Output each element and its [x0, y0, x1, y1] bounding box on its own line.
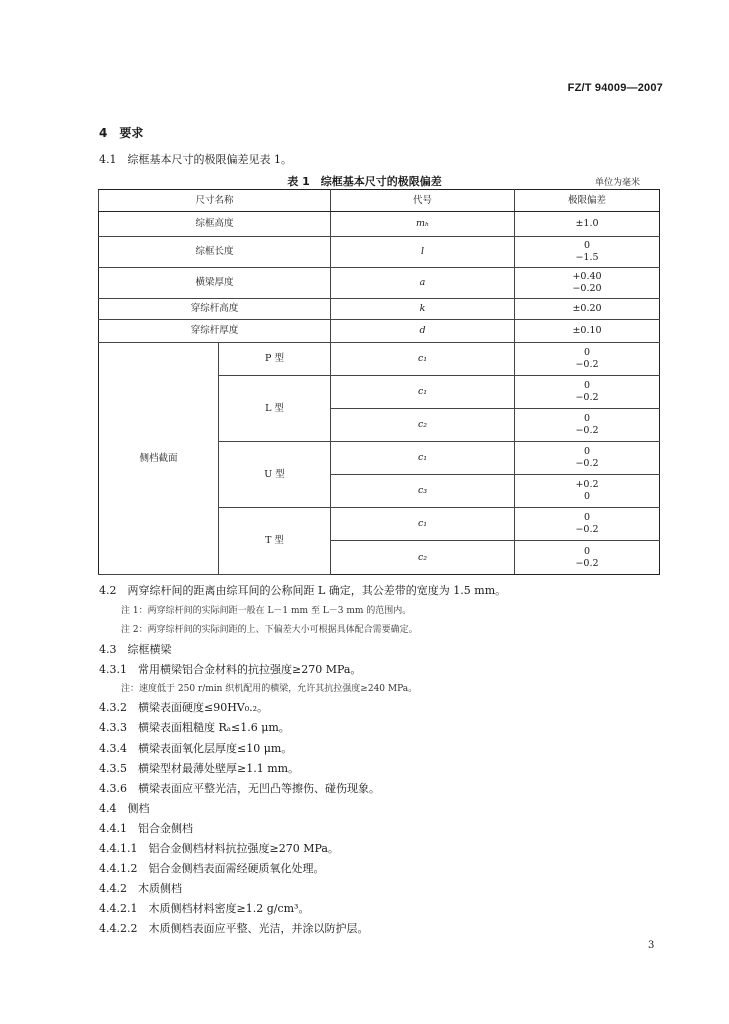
header-name: 尺寸名称: [99, 190, 331, 212]
tolerance-lower: −0.2: [575, 392, 599, 403]
tolerance-upper: 0: [583, 347, 591, 358]
note-3: 注：速度低于 250 r/min 织机配用的横梁，允许其抗拉强度≥240 MPa。: [121, 684, 418, 694]
table-row: [99, 212, 660, 237]
row-tolerance: [515, 376, 660, 409]
row-code: c₁: [331, 376, 515, 409]
clause-4-3-5: 4.3.5 横梁型材最薄处壁厚≥1.1 mm。: [99, 762, 300, 775]
row-tolerance: ±1.0: [515, 212, 660, 237]
profile-type: T 型: [219, 508, 331, 575]
row-name: 综框高度: [99, 212, 331, 237]
table-row: [99, 299, 660, 320]
row-tolerance: [515, 343, 660, 376]
tolerance-upper: +0.40: [572, 271, 602, 282]
tolerance-upper: 0: [583, 446, 591, 457]
clause-4-3-6: 4.3.6 横梁表面应平整光洁，无凹凸等擦伤、碰伤现象。: [99, 782, 380, 795]
clause-4-3-2: 4.3.2 横梁表面硬度≤90HV₀.₂。: [99, 701, 269, 714]
tolerance-upper: 0: [583, 545, 591, 557]
standard-number: FZ/T 94009—2007: [567, 82, 663, 94]
table-header-row: [99, 190, 660, 212]
tolerance-upper: 0: [583, 380, 591, 391]
table-row: [99, 343, 660, 376]
profile-type: U 型: [219, 442, 331, 508]
tolerance-lower: −1.5: [575, 252, 599, 263]
row-name: 横梁厚度: [99, 268, 331, 299]
row-code: c₂: [331, 409, 515, 442]
row-tolerance: ±0.10: [515, 320, 660, 343]
clause-4-3: 4.3 综框横梁: [99, 643, 172, 656]
section-4-heading: 4 要求: [99, 126, 144, 140]
tolerance-lower: −0.2: [575, 425, 599, 436]
table-row: [99, 237, 660, 268]
row-code: d: [331, 320, 515, 343]
table-caption: 表 1 综框基本尺寸的极限偏差: [287, 175, 442, 188]
row-code: l: [331, 237, 515, 268]
row-code: a: [331, 268, 515, 299]
profile-type: L 型: [219, 376, 331, 442]
profile-type: P 型: [219, 343, 331, 376]
row-code: c₃: [331, 475, 515, 508]
tolerance-table: [98, 189, 660, 575]
tolerance-upper: 0: [583, 512, 591, 523]
page-number: 3: [648, 940, 655, 951]
clause-4-4: 4.4 侧档: [99, 802, 150, 815]
tolerance-upper: 0: [583, 240, 591, 251]
clause-4-3-4: 4.3.4 横梁表面氧化层厚度≤10 μm。: [99, 742, 293, 755]
row-tolerance: [515, 508, 660, 541]
row-code: k: [331, 299, 515, 320]
clause-4-4-1-1: 4.4.1.1 铝合金侧档材料抗拉强度≥270 MPa。: [99, 842, 339, 855]
row-tolerance: [515, 237, 660, 268]
row-name: 穿综杆厚度: [99, 320, 331, 343]
clause-4-4-2-2: 4.4.2.2 木质侧档表面应平整、光洁，并涂以防护层。: [99, 922, 369, 935]
tolerance-upper: +0.2: [575, 479, 599, 490]
clause-4-4-1-2: 4.4.1.2 铝合金侧档表面需经硬质氧化处理。: [99, 862, 325, 875]
row-tolerance: [515, 541, 660, 575]
clause-4-4-2-1: 4.4.2.1 木质侧档材料密度≥1.2 g/cm³。: [99, 902, 310, 915]
clause-4-2: 4.2 两穿综杆间的距离由综耳间的公称间距 L 确定，其公差带的宽度为 1.5 mm。: [99, 584, 507, 597]
row-tolerance: ±0.20: [515, 299, 660, 320]
row-code: c₁: [331, 442, 515, 475]
row-tolerance: [515, 442, 660, 475]
row-code: mₕ: [331, 212, 515, 237]
header-code: 代号: [331, 190, 515, 212]
row-code: c₁: [331, 508, 515, 541]
note-2: 注 2：两穿综杆间的实际间距的上、下偏差大小可根据具体配合需要确定。: [121, 625, 418, 635]
row-name: 穿综杆高度: [99, 299, 331, 320]
table-row: [99, 268, 660, 299]
tolerance-lower: −0.2: [575, 359, 599, 370]
row-code: c₁: [331, 343, 515, 376]
clause-4-3-3: 4.3.3 横梁表面粗糙度 Rₐ≤1.6 μm。: [99, 721, 290, 734]
table-row: [99, 320, 660, 343]
clause-4-4-2: 4.4.2 木质侧档: [99, 882, 182, 895]
side-section-label: 侧档截面: [99, 343, 219, 575]
tolerance-lower: −0.2: [575, 557, 599, 569]
tolerance-lower: −0.2: [575, 458, 599, 469]
row-tolerance: [515, 268, 660, 299]
row-name: 综框长度: [99, 237, 331, 268]
clause-4-4-1: 4.4.1 铝合金侧档: [99, 822, 193, 835]
tolerance-upper: 0: [583, 413, 591, 424]
tolerance-lower: −0.2: [575, 524, 599, 535]
row-tolerance: [515, 409, 660, 442]
row-code: c₂: [331, 541, 515, 575]
clause-4-3-1: 4.3.1 常用横梁铝合金材料的抗拉强度≥270 MPa。: [99, 663, 362, 676]
note-1: 注 1：两穿综杆间的实际间距一般在 L－1 mm 至 L－3 mm 的范围内。: [121, 606, 412, 616]
table-unit: 单位为毫米: [595, 178, 641, 188]
header-tolerance: 极限偏差: [515, 190, 660, 212]
clause-4-1: 4.1 综框基本尺寸的极限偏差见表 1。: [99, 153, 292, 166]
row-tolerance: [515, 475, 660, 508]
tolerance-lower: 0: [583, 491, 591, 502]
tolerance-lower: −0.20: [572, 283, 602, 294]
